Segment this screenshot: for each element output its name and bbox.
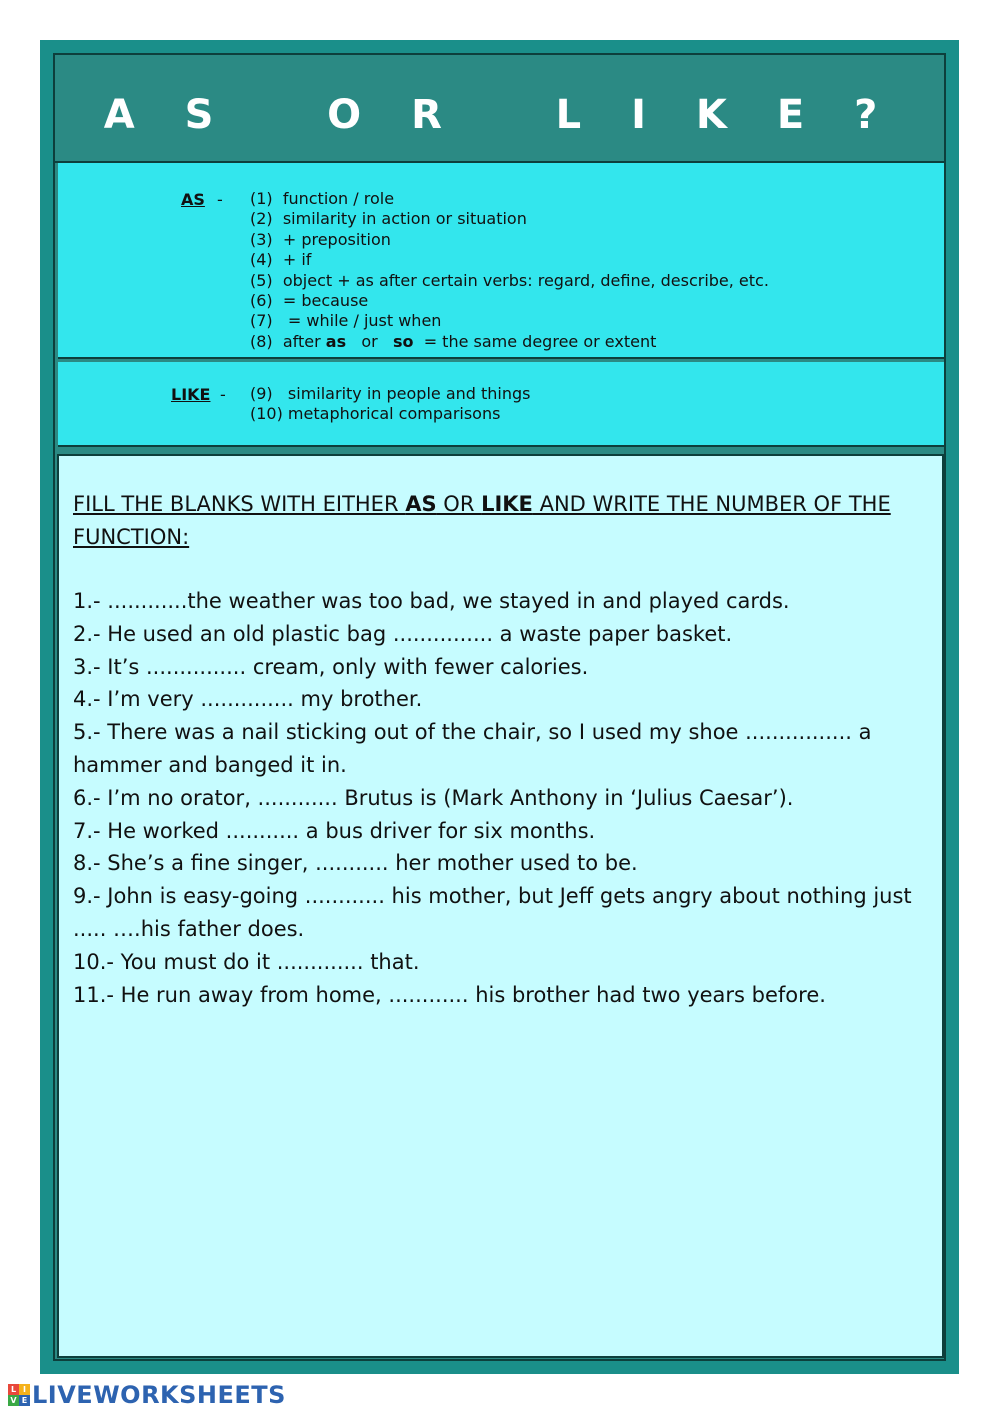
page-title: A S O R L I K E ? <box>103 92 896 138</box>
list-item: (1) function / role <box>250 189 395 208</box>
instruction-like: LIKE <box>481 492 533 516</box>
like-label: LIKE <box>171 385 211 404</box>
as-dash: - <box>217 190 223 209</box>
sentence-list <box>73 585 933 1011</box>
liveworksheets-logo-icon: L I V E <box>8 1384 30 1406</box>
sentence-7: 7.- He worked ........... a bus driver for six months. <box>73 818 596 843</box>
instruction-as: AS <box>405 492 437 516</box>
sentence-1: 1.- ............the weather was too bad, we stayed in and played cards. <box>73 589 790 613</box>
sentence-3: 3.- It’s ............... cream, only with fewer calories. <box>73 654 589 679</box>
exercise-box <box>57 454 944 1358</box>
item8-so: so <box>393 331 414 351</box>
instruction-or: OR <box>436 492 482 516</box>
like-dash: - <box>220 385 226 404</box>
like-function-list <box>250 384 531 425</box>
like-definitions <box>58 362 944 447</box>
list-item: (9) similarity in people and things <box>250 384 531 403</box>
item8-suffix: = the same degree or extent <box>413 331 657 351</box>
list-item: (10) metaphorical comparisons <box>250 404 501 424</box>
exercise-instruction <box>73 488 933 554</box>
list-item: (4) + if <box>250 250 312 270</box>
instruction-text: FILL THE BLANKS WITH EITHER <box>73 492 406 516</box>
list-item-8 <box>250 332 769 352</box>
item8-prefix: (8) after <box>250 331 326 351</box>
sentence-2: 2.- He used an old plastic bag ............... a waste paper basket. <box>73 621 733 646</box>
instruction-text-end: AND WRITE THE NUMBER OF THE FUNCTION: <box>73 492 891 549</box>
list-item: (6) = because <box>250 291 369 311</box>
as-label: AS <box>181 190 205 209</box>
sentence-4: 4.- I’m very .............. my brother. <box>73 687 423 712</box>
list-item: (7) = while / just when <box>250 311 442 331</box>
list-item: (5) object + as after certain verbs: regard, define, describe, etc. <box>250 270 769 290</box>
sentence-6: 6.- I’m no orator, ............ Brutus is (Mark Anthony in ‘Julius Caesar’). <box>73 785 794 810</box>
list-item: (2) similarity in action or situation <box>250 209 527 229</box>
sentence-10: 10.- You must do it ............. that. <box>73 949 420 974</box>
as-function-list <box>250 189 769 352</box>
liveworksheets-logo[interactable] <box>8 1383 286 1407</box>
list-item: (3) + preposition <box>250 229 391 249</box>
sentence-11: 11.- He run away from home, ............ his brother had two years before. <box>73 982 826 1007</box>
item8-as: as <box>325 331 347 351</box>
sentence-9: 9.- John is easy-going ............ his mother, but Jeff gets angry about nothing just ..... ….his father does. <box>73 884 912 941</box>
title-band <box>55 55 944 163</box>
sentence-8: 8.- She’s a fine singer, ........... her mother used to be. <box>73 851 638 876</box>
item8-or: or <box>346 331 393 351</box>
logo-text: LIVEWORKSHEETS <box>32 1381 286 1409</box>
sentence-5: 5.- There was a nail sticking out of the chair, so I used my shoe ................ a hammer and banged it in. <box>73 720 872 777</box>
as-definitions <box>58 163 944 359</box>
